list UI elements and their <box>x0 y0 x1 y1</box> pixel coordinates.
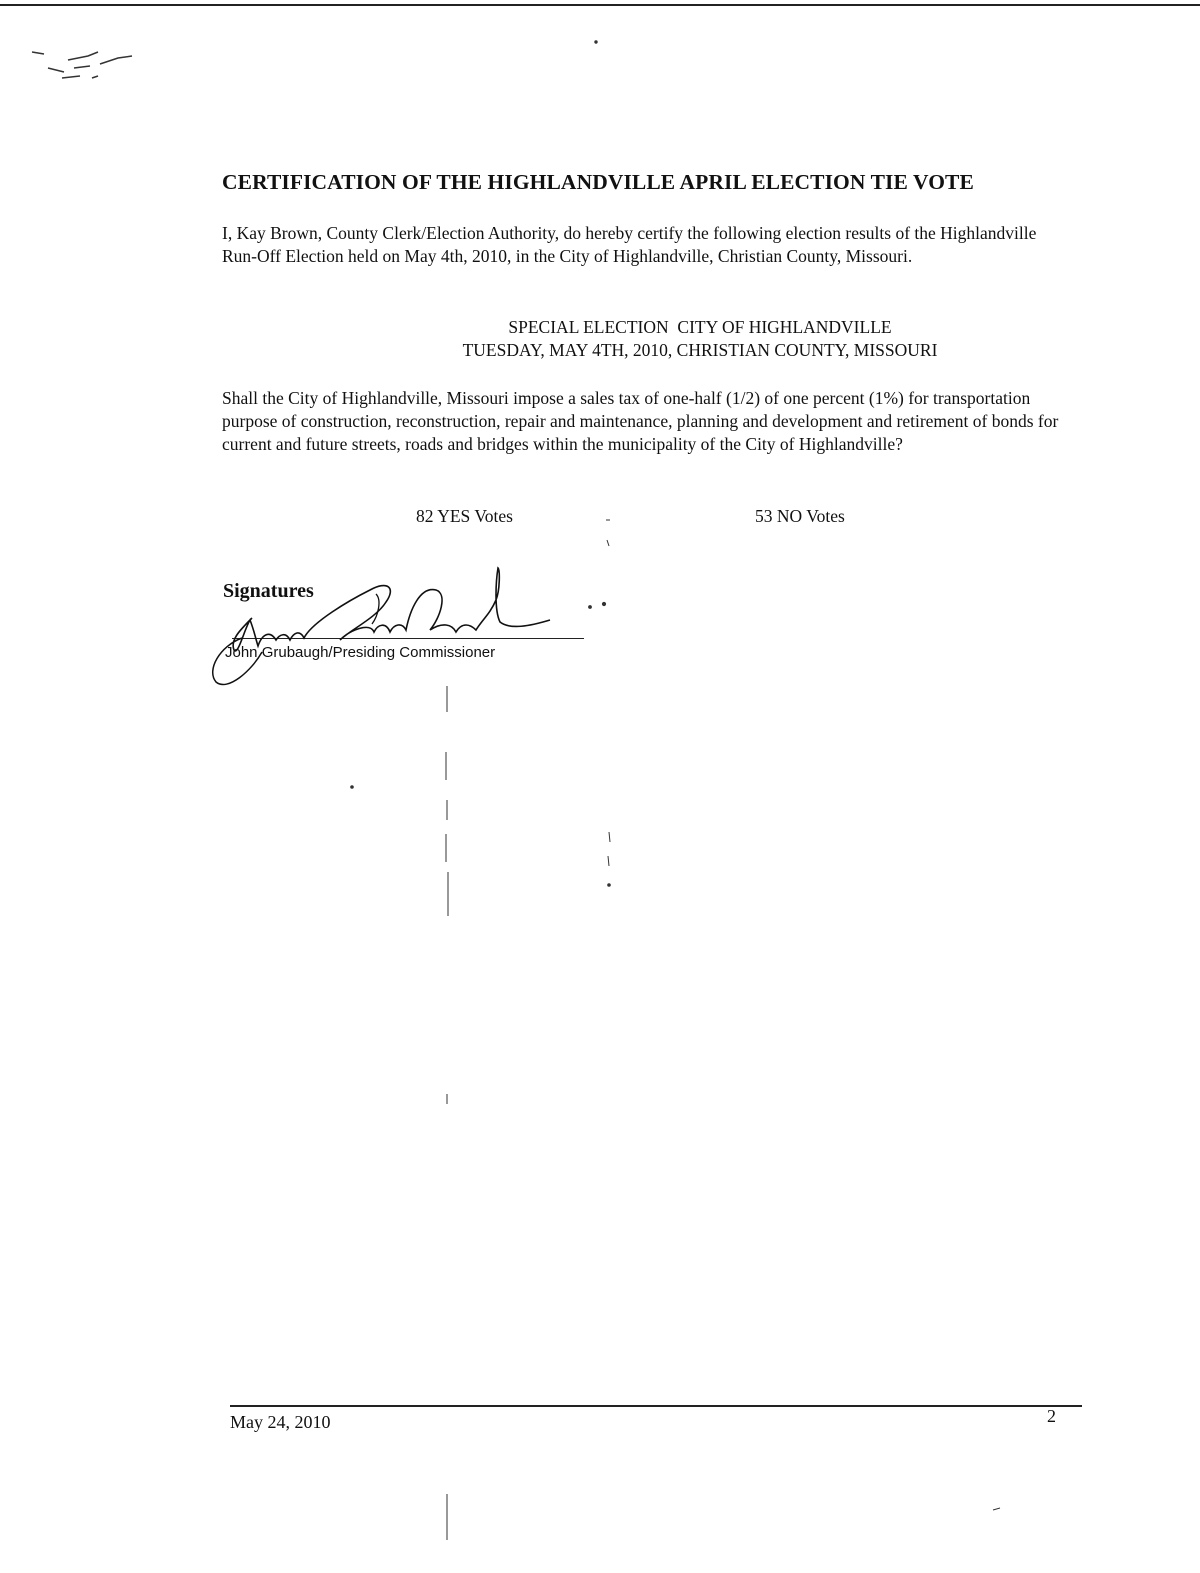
signer-name: John Grubaugh/Presiding Commissioner <box>225 644 496 661</box>
yes-votes: 82 YES Votes <box>416 506 513 526</box>
election-heading-line1: SPECIAL ELECTION CITY OF HIGHLANDVILLE <box>508 317 892 337</box>
scan-artifact-marks <box>28 38 148 88</box>
document-title: CERTIFICATION OF THE HIGHLANDVILLE APRIL ELECTION TIE VOTE <box>222 170 974 194</box>
page-number: 2 <box>1047 1406 1056 1426</box>
ballot-question: Shall the City of Highlandville, Missouri impose a sales tax of one-half (1/2) of one percent (1%) for transportation purpose of construction, reconstruction, repair and maintenance, planning and development and retirement of bonds for current and future streets, roads and bridges within the municipality of the City of Highlandville? <box>222 388 1059 454</box>
footer-date: May 24, 2010 <box>230 1412 331 1432</box>
election-heading <box>380 316 1020 362</box>
handwritten-signature <box>200 560 600 695</box>
certification-intro: I, Kay Brown, County Clerk/Election Authority, do hereby certify the following election results of the Highlandville Run-Off Election held on May 4th, 2010, in the City of Highlandville, Christian County, Missouri. <box>222 223 1037 266</box>
election-heading-line2: TUESDAY, MAY 4TH, 2010, CHRISTIAN COUNTY, MISSOURI <box>462 340 938 360</box>
no-votes: 53 NO Votes <box>755 506 845 526</box>
footer-rule <box>230 1405 1082 1407</box>
page-top-edge <box>0 4 1200 6</box>
signatures-label: Signatures <box>223 580 314 602</box>
